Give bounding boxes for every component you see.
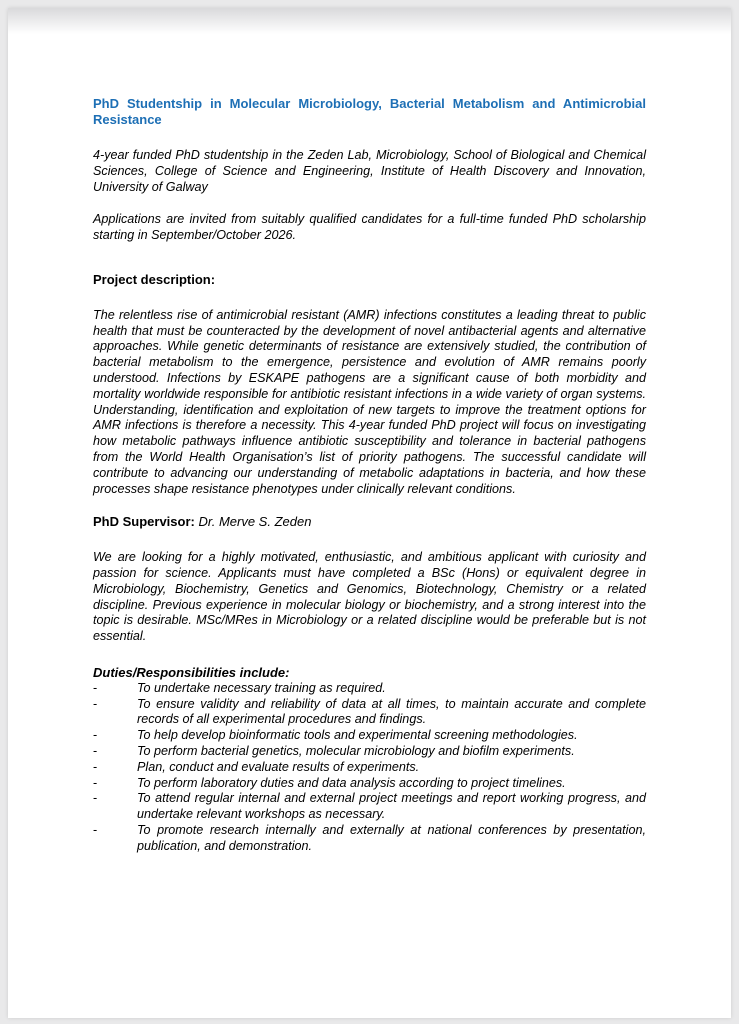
list-item (93, 728, 646, 744)
bullet-dash: - (93, 791, 98, 806)
bullet-dash: - (93, 728, 98, 743)
duty-text: To perform bacterial genetics, molecular microbiology and biofilm experiments. (137, 743, 575, 758)
supervisor-name: Dr. Merve S. Zeden (198, 514, 312, 530)
supervisor-label: PhD Supervisor: (93, 514, 195, 530)
list-item (93, 697, 646, 729)
duty-text: To undertake necessary training as required. (137, 680, 386, 695)
duty-text: To ensure validity and reliability of data at all times, to maintain accurate and complete records of all experimental procedures and findings. (137, 696, 646, 727)
duty-text: Plan, conduct and evaluate results of experiments. (137, 759, 420, 774)
document-page (8, 8, 731, 1018)
intro-paragraph: 4-year funded PhD studentship in the Zeden Lab, Microbiology, School of Biological and Chemical Sciences, College of Science and Engineering, Institute of Health Discovery and Innovation, University of Galway (93, 148, 646, 194)
page-top-shadow (8, 8, 731, 34)
list-item (93, 760, 646, 776)
applications-paragraph: Applications are invited from suitably qualified candidates for a full-time funded PhD scholarship starting in September/October 2026. (93, 212, 646, 243)
project-heading: Project description: (93, 271, 216, 287)
bullet-dash: - (93, 759, 98, 774)
duty-text: To perform laboratory duties and data analysis according to project timelines. (137, 775, 566, 790)
duties-heading: Duties/Responsibilities include: (93, 664, 290, 680)
duties-list (93, 681, 646, 855)
candidate-paragraph: We are looking for a highly motivated, enthusiastic, and ambitious applicant with curiosity and passion for science. Applicants must have completed a BSc (Hons) or equivalent degree in Microbiology, Biochemistry, Genetics and Genomics, Biotechnology, Chemistry or a related discipline. Previous experience in molecular biology or biochemistry, and a strong interest into the topic is desirable. MSc/MRes in Microbiology or a related discipline would be preferable but is not essential. (93, 550, 646, 644)
list-item (93, 681, 646, 697)
bullet-dash: - (93, 822, 98, 837)
list-item (93, 776, 646, 792)
list-item (93, 823, 646, 855)
duty-text: To help develop bioinformatic tools and experimental screening methodologies. (137, 728, 578, 743)
list-item (93, 791, 646, 823)
document-title: PhD Studentship in Molecular Microbiology, Bacterial Metabolism and Antimicrobial Resistance (93, 96, 646, 127)
document-content (93, 96, 646, 854)
list-item (93, 744, 646, 760)
supervisor-line (93, 514, 646, 530)
duty-text: To promote research internally and externally at national conferences by presentation, publication, and demonstration. (137, 822, 646, 853)
bullet-dash: - (93, 743, 98, 758)
bullet-dash: - (93, 696, 98, 711)
bullet-dash: - (93, 680, 98, 695)
bullet-dash: - (93, 775, 98, 790)
duty-text: To attend regular internal and external project meetings and report working progress, and undertake relevant workshops as necessary. (137, 791, 646, 822)
project-paragraph: The relentless rise of antimicrobial resistant (AMR) infections constitutes a leading threat to public health that must be counteracted by the development of novel antibacterial agents and alternative approaches. While genetic determinants of resistance are extensively studied, the contribution of bacterial metabolism to the emergence, persistence and evolution of AMR remains poorly understood. Infections by ESKAPE pathogens are a significant cause of both morbidity and mortality worldwide responsible for antibiotic resistant infections in a wide variety of organ systems. Understanding, identification and exploitation of new targets to improve the treatment options for AMR infections is therefore a necessity. This 4-year funded PhD project will focus on investigating how metabolic pathways influence antibiotic susceptibility and tolerance in bacterial pathogens from the World Health Organisation’s list of priority pathogens. The successful candidate will contribute to advancing our understanding of metabolic adaptations in bacteria, and how these processes shape resistance phenotypes under clinically relevant conditions. (93, 307, 646, 496)
